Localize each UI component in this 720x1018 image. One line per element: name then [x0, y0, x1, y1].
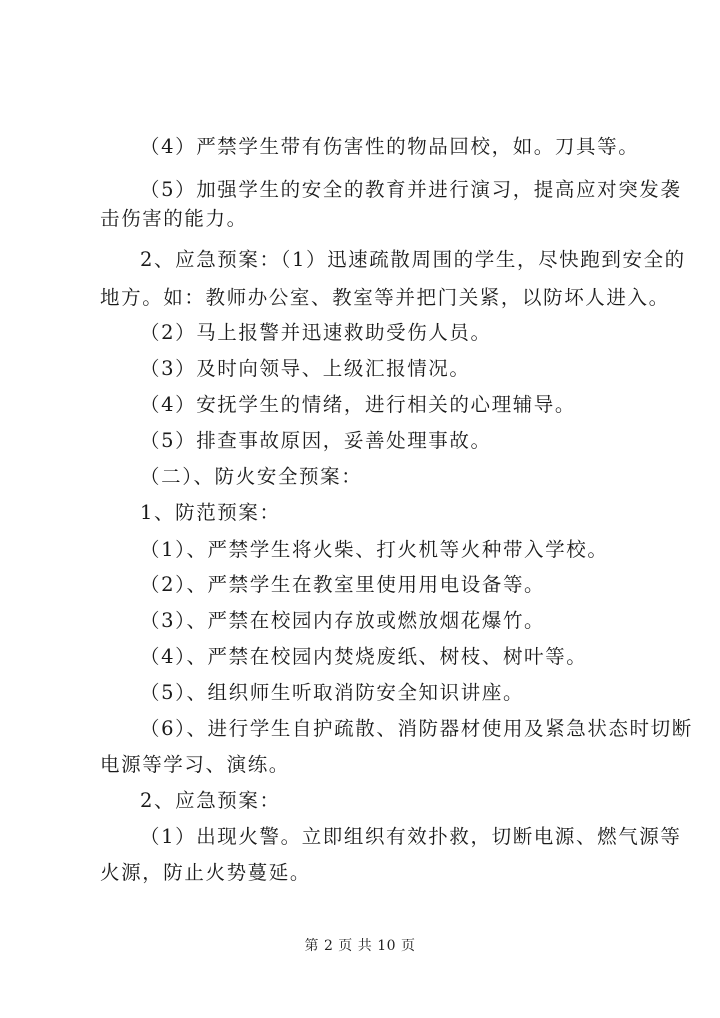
paragraph-line: （6）、进行学生自护疏散、消防器材使用及紧急状态时切断 [140, 717, 693, 740]
paragraph-line: 2、应急预案：（1）迅速疏散周围的学生，尽快跑到安全的 [140, 248, 686, 271]
paragraph-line: （5）排查事故原因，妥善处理事故。 [140, 429, 492, 452]
paragraph-line: （4）安抚学生的情绪，进行相关的心理辅导。 [140, 393, 577, 416]
paragraph-line: （3）、严禁在校园内存放或燃放烟花爆竹。 [140, 609, 546, 632]
paragraph-line: （5）、组织师生听取消防安全知识讲座。 [140, 681, 525, 704]
paragraph-line: （2）、严禁学生在教室里使用用电设备等。 [140, 573, 546, 596]
paragraph-line: 地方。如：教师办公室、教室等并把门关紧，以防坏人进入。 [100, 286, 670, 309]
paragraph-line: （3）及时向领导、上级汇报情况。 [140, 357, 471, 380]
paragraph-line: （5）加强学生的安全的教育并进行演习，提高应对突发袭 [140, 178, 682, 201]
paragraph-line: 火源，防止火势蔓延。 [100, 861, 312, 884]
paragraph-line: （1）、严禁学生将火柴、打火机等火种带入学校。 [140, 538, 609, 561]
paragraph-line: 击伤害的能力。 [100, 207, 248, 230]
paragraph-line: （2）马上报警并迅速救助受伤人员。 [140, 321, 492, 344]
paragraph-line: 电源等学习、演练。 [100, 753, 290, 776]
section-heading: （二）、防火安全预案： [140, 465, 363, 488]
subsection-heading: 2、应急预案： [140, 789, 281, 812]
paragraph-line: （1）出现火警。立即组织有效扑救，切断电源、燃气源等 [140, 825, 682, 848]
page-number-footer: 第 2 页 共 10 页 [304, 938, 416, 954]
subsection-heading: 1、防范预案： [140, 501, 281, 524]
paragraph-line: （4）、严禁在校园内焚烧废纸、树枝、树叶等。 [140, 645, 588, 668]
paragraph-line: （4）严禁学生带有伤害性的物品回校，如。刀具等。 [140, 135, 640, 158]
